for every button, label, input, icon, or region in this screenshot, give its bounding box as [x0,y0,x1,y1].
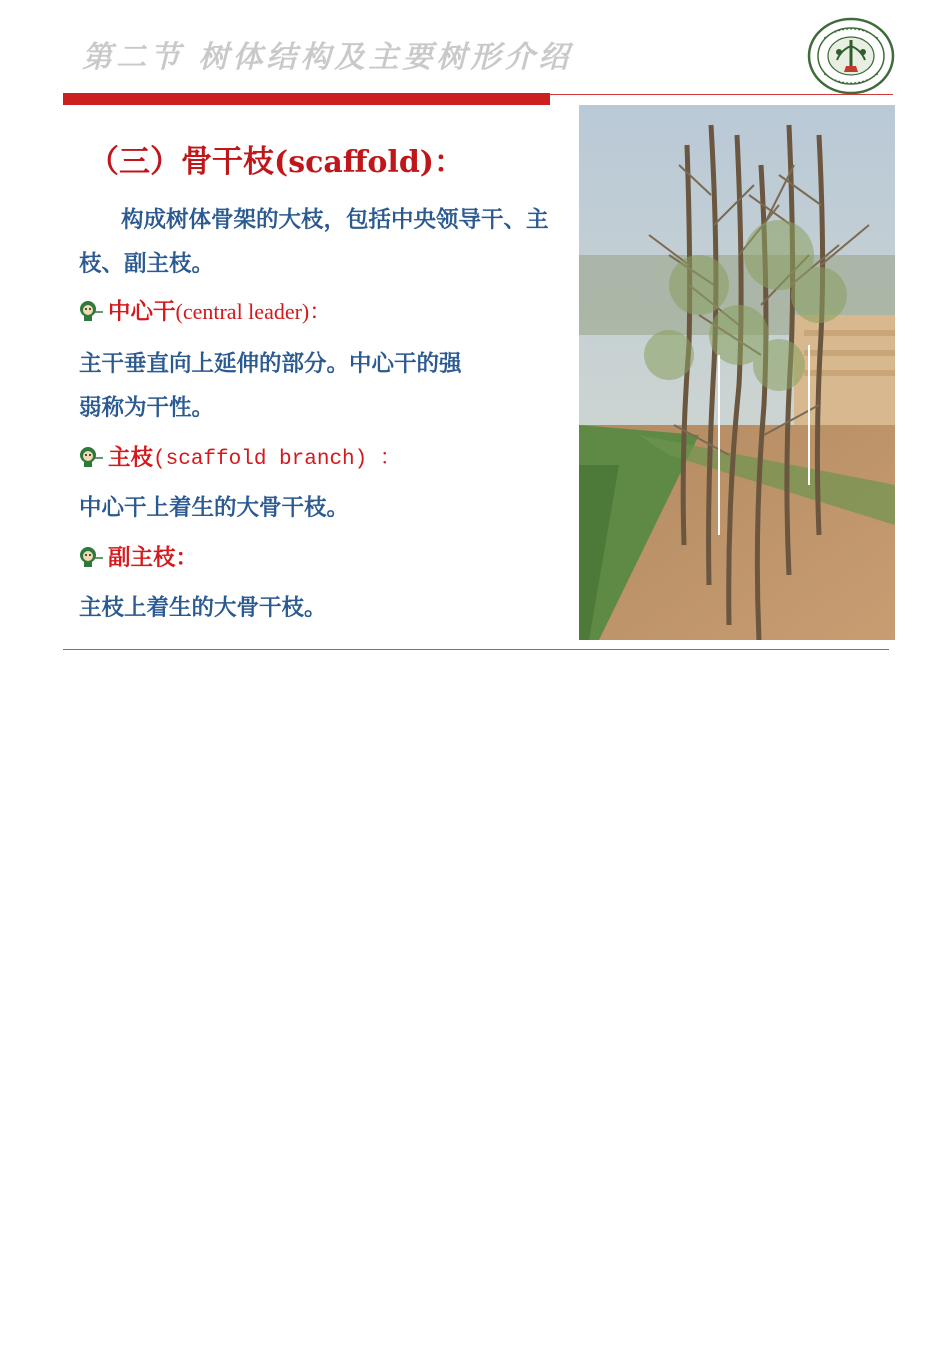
cartoon-mascot-bullet-icon [78,443,104,469]
term-secondary-scaffold [78,540,198,572]
university-seal-icon [806,16,896,96]
section-heading-zh: （三）骨干枝 [88,144,274,180]
definition-secondary-scaffold-line-1: 主枝上着生的大骨干枝。 [79,595,327,621]
intro-paragraph: 构成树体骨架的大枝，包括中央领导干、主枝、副主枝。 [79,207,549,277]
header-accent-bar [63,93,550,105]
orchard-photo [579,105,895,640]
definition-central-leader-line-2: 弱称为干性。 [79,395,215,421]
section-heading-en: (scaffold)： [274,145,464,180]
term-secondary-scaffold-zh: 副主枝： [108,545,199,571]
term-central-leader-en: (central leader)： [175,298,332,324]
page-header-title: 第二节 树体结构及主要树形介绍 [82,40,573,75]
term-central-leader-zh: 中心干 [108,299,176,325]
header-divider-line [549,94,893,95]
cartoon-mascot-bullet-icon [78,543,104,569]
section-heading [88,136,464,181]
footer-divider-line [63,649,889,650]
definition-scaffold-branch-line-1: 中心干上着生的大骨干枝。 [79,495,350,521]
term-scaffold-branch-en: (scaffold branch) ： [153,448,401,471]
term-central-leader [78,294,331,326]
term-scaffold-branch-zh: 主枝 [108,445,154,471]
definition-central-leader-line-1: 主干垂直向上延伸的部分。中心干的强 [79,351,462,377]
cartoon-mascot-bullet-icon [78,297,104,323]
term-scaffold-branch [78,440,401,472]
